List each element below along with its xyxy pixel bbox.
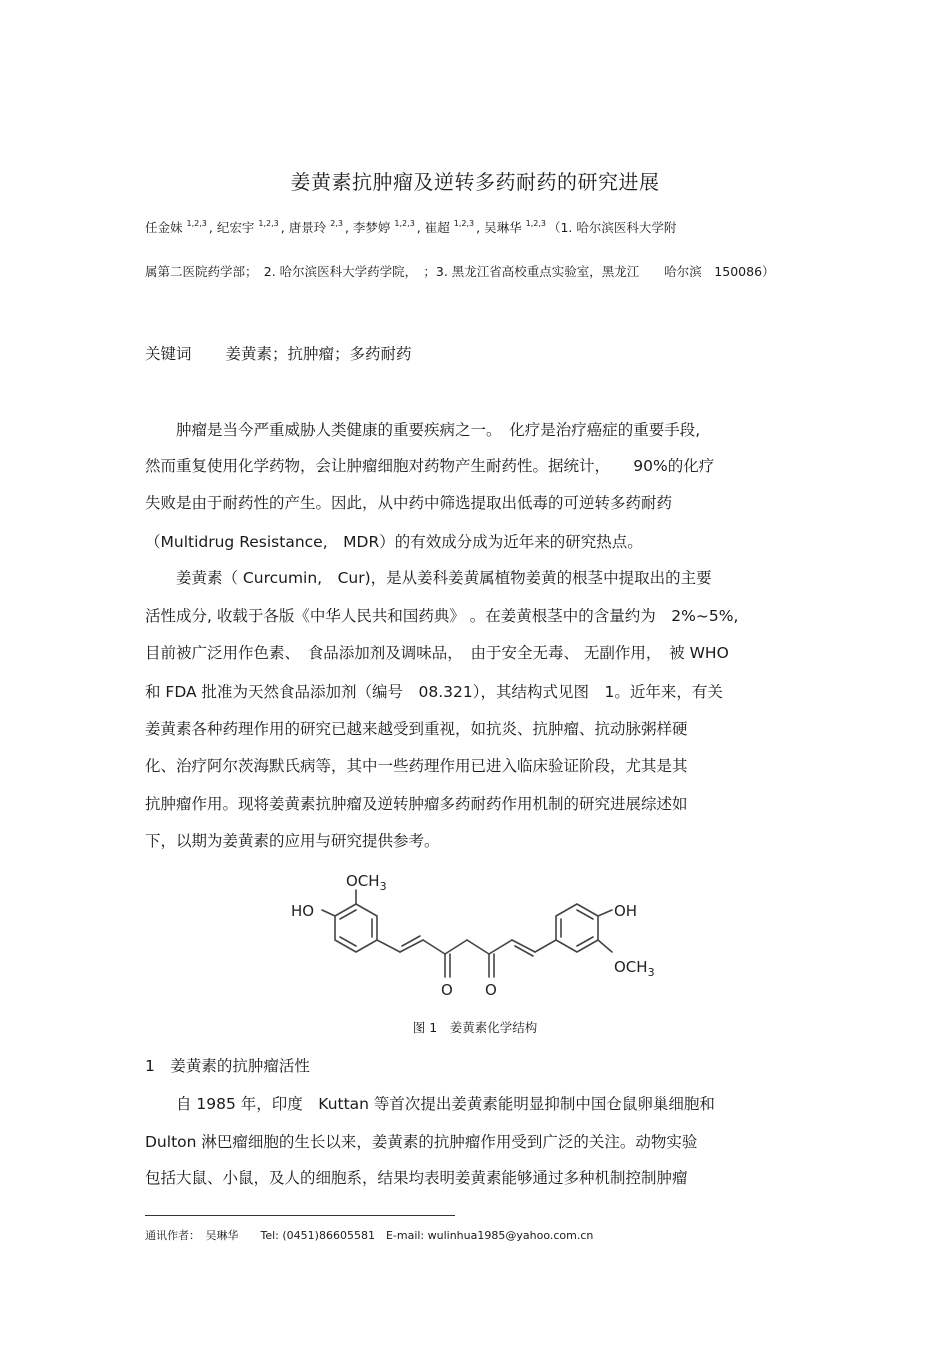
author-affiliation-marker: 1,2,3 <box>186 219 207 228</box>
body-line: 活性成分, 收载于各版《中华人民共和国药典》 。在姜黄根茎中的含量约为 2%~5%, <box>145 607 739 625</box>
left-benzene-ring <box>335 904 377 952</box>
methoxy-label-right: $OCH_3$ <box>614 958 655 979</box>
author-affiliation-marker: 1,2,3 <box>453 219 475 228</box>
author-name: 李梦婷 <box>352 220 391 235</box>
section-body-line: 自 1985 年，印度 Kuttan 等首次提出姜黄素能明显抑制中国仓鼠卵巢细胞和 <box>145 1095 715 1113</box>
affiliation-line: 属第二医院药学部； 2. 哈尔滨医科大学药学院， ；3. 黑龙江省高校重点实验室，黑龙江 哈尔滨 150086） <box>145 264 775 279</box>
right-benzene-ring <box>556 904 598 952</box>
body-line: 然而重复使用化学药物，会让肿瘤细胞对药物产生耐药性。据统计， 90%的化疗 <box>145 457 715 475</box>
hydroxy-label-left: HO <box>291 902 315 920</box>
body-line: 姜黄素各种药理作用的研究已越来越受到重视，如抗炎、抗肿瘤、抗动脉粥样硬 <box>145 720 688 738</box>
body-line: 化、治疗阿尔茨海默氏病等，其中一些药理作用已进入临床验证阶段，尤其是其 <box>145 757 688 775</box>
section-body-line: Dulton 淋巴瘤细胞的生长以来，姜黄素的抗肿瘤作用受到广泛的关注。动物实验 <box>145 1133 698 1151</box>
section-heading: 1 姜黄素的抗肿瘤活性 <box>145 1057 310 1075</box>
body-line: 失败是由于耐药性的产生。因此，从中药中筛选提取出低毒的可逆转多药耐药 <box>145 494 673 512</box>
body-line: 肿瘤是当今严重威胁人类健康的重要疾病之一。 化疗是治疗癌症的重要手段, <box>145 421 701 439</box>
body-line: 抗肿瘤作用。现将姜黄素抗肿瘤及逆转肿瘤多药耐药作用机制的研究进展综述如 <box>145 795 688 813</box>
keywords-label: 关键词 <box>145 345 192 363</box>
body-line: 姜黄素（ Curcumin, Cur)，是从姜科姜黄属植物姜黄的根茎中提取出的主要 <box>145 569 712 587</box>
carbonyl-oxygen-label: O <box>485 981 497 999</box>
author-affiliation-marker: 1,2,3 <box>258 219 279 228</box>
author-name: 任金妹 <box>145 220 183 235</box>
section-body-line: 包括大鼠、小鼠，及人的细胞系，结果均表明姜黄素能够通过多种机制控制肿瘤 <box>145 1169 688 1187</box>
body-line: （Multidrug Resistance, MDR）的有效成分成为近年来的研究热点。 <box>145 533 643 551</box>
author-affiliation-marker: 2,3 <box>330 219 343 228</box>
methoxy-label-left: $OCH_3$ <box>346 872 387 893</box>
body-line: 目前被广泛用作色素、 食品添加剂及调味品， 由于安全无毒、 无副作用， 被 WHO <box>145 644 729 662</box>
author-list: 任金妹 $^{1,2,3}$ , 纪宏宇 $^{1,2,3}$ , 唐景玲 $^{2,3}$ , 李梦婷 $^{1,2,3}$ , 崔超 $^{1,2,3}$ , 吴琳华 $^{1,2,3}$ （1. 哈尔滨医科大学附 <box>145 219 677 235</box>
keywords-text: 姜黄素；抗肿瘤；多药耐药 <box>225 345 412 363</box>
curcumin-structure-figure <box>280 870 680 1010</box>
figure-caption: 图 1 姜黄素化学结构 <box>412 1020 538 1035</box>
author-affiliation-marker: 1,2,3 <box>394 219 415 228</box>
hydroxy-label-right: OH <box>614 902 638 920</box>
author-affiliation-marker: 1,2,3 <box>525 219 546 228</box>
body-line: 和 FDA 批准为天然食品添加剂（编号 08.321），其结构式见图 1。近年来，有关 <box>145 683 723 701</box>
paper-title: 姜黄素抗肿瘤及逆转多药耐药的研究进展 <box>290 170 660 194</box>
affiliation-start: （1. 哈尔滨医科大学附 <box>547 220 677 235</box>
footnote: 通讯作者： 吴琳华 Tel: (0451)86605581 E-mail: wulinhua1985@yahoo.com.cn <box>145 1229 594 1242</box>
body-line: 下，以期为姜黄素的应用与研究提供参考。 <box>145 832 440 850</box>
author-name: 崔超 <box>424 220 450 235</box>
carbonyl-oxygen-label: O <box>441 981 453 999</box>
author-name: 吴琳华 <box>484 220 522 235</box>
author-name: 纪宏宇 <box>216 220 255 235</box>
keywords <box>145 342 412 364</box>
author-name: 唐景玲 <box>288 220 327 235</box>
footnote-divider <box>145 1215 455 1216</box>
